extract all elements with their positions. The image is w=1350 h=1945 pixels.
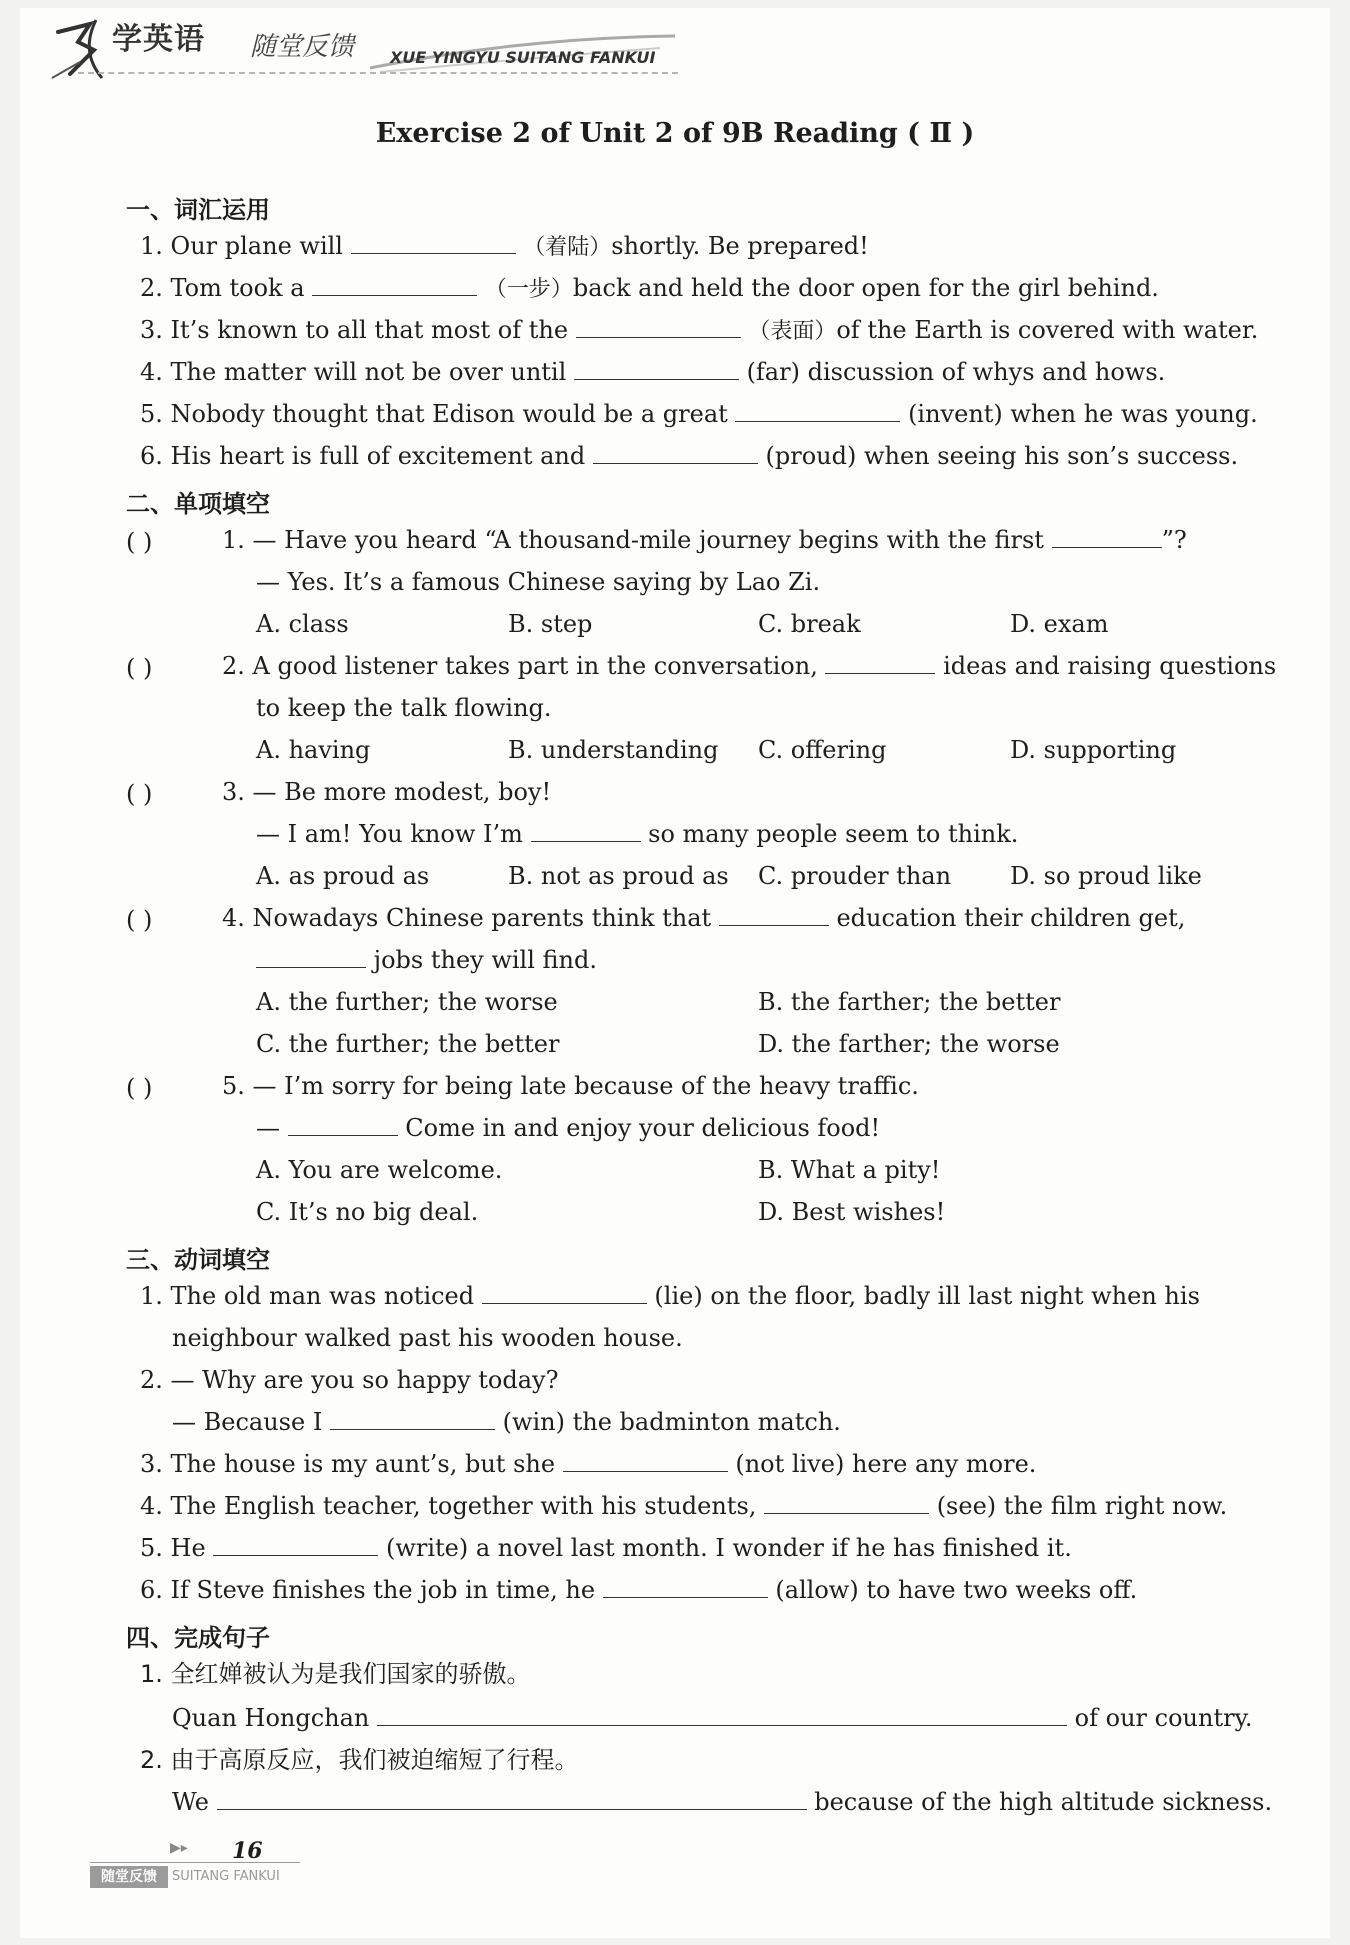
option-b[interactable]: B. What a pity! xyxy=(758,1156,941,1184)
footer-label-en: SUITANG FANKUI xyxy=(172,1869,280,1884)
vocab-q1: 1. Our plane will （着陆）shortly. Be prepared! xyxy=(140,232,869,260)
option-d[interactable]: D. supporting xyxy=(1010,736,1177,764)
option-a[interactable]: A. class xyxy=(256,610,349,638)
option-d[interactable]: D. so proud like xyxy=(1010,862,1202,890)
section-heading-sentence: 四、完成句子 xyxy=(126,1624,270,1652)
choice-q1-reply: — Yes. It’s a famous Chinese saying by Lao Zi. xyxy=(256,568,821,596)
option-c[interactable]: C. It’s no big deal. xyxy=(256,1198,479,1226)
vocab-q6: 6. His heart is full of excitement and (proud) when seeing his son’s success. xyxy=(140,442,1239,470)
answer-blank[interactable] xyxy=(288,1135,398,1136)
arrow-right-icon: ▶▸ xyxy=(170,1840,188,1856)
choice-q5-reply: — Come in and enjoy your delicious food! xyxy=(256,1114,881,1142)
footer-label-cn: 随堂反馈 xyxy=(90,1866,168,1888)
sentence-q1-cn: 1. 全红婵被认为是我们国家的骄傲。 xyxy=(140,1660,531,1688)
choice-q3-reply: — I am! You know I’m so many people seem to think. xyxy=(256,820,1019,848)
page-title: Exercise 2 of Unit 2 of 9B Reading ( Ⅱ ) xyxy=(375,118,975,149)
answer-blank[interactable] xyxy=(531,841,641,842)
answer-paren[interactable]: ( ) xyxy=(126,780,153,808)
option-b[interactable]: B. the farther; the better xyxy=(758,988,1061,1016)
verb-q2-reply: — Because I (win) the badminton match. xyxy=(172,1408,841,1436)
choice-q3-stem: 3. — Be more modest, boy! xyxy=(222,778,552,806)
answer-blank[interactable] xyxy=(719,925,829,926)
verb-q3: 3. The house is my aunt’s, but she (not live) here any more. xyxy=(140,1450,1037,1478)
choice-q4-stem: 4. Nowadays Chinese parents think that education their children get, xyxy=(222,904,1186,932)
page-number: 16 xyxy=(232,1838,263,1864)
brand-title-en: XUE YINGYU SUITANG FANKUI xyxy=(390,48,656,67)
option-a[interactable]: A. as proud as xyxy=(256,862,430,890)
option-a[interactable]: A. the further; the worse xyxy=(256,988,558,1016)
answer-blank[interactable] xyxy=(825,673,935,674)
choice-q2-cont: to keep the talk flowing. xyxy=(256,694,552,722)
vocab-q4: 4. The matter will not be over until (far) discussion of whys and hows. xyxy=(140,358,1166,386)
verb-q2: 2. — Why are you so happy today? xyxy=(140,1366,559,1394)
answer-blank[interactable] xyxy=(482,1303,647,1304)
answer-blank[interactable] xyxy=(217,1809,807,1810)
answer-paren[interactable]: ( ) xyxy=(126,528,153,556)
header-divider xyxy=(78,72,678,74)
verb-q5: 5. He (write) a novel last month. I wonder if he has finished it. xyxy=(140,1534,1072,1562)
option-a[interactable]: A. You are welcome. xyxy=(256,1156,503,1184)
sentence-q1: Quan Hongchan of our country. xyxy=(172,1704,1253,1732)
answer-blank[interactable] xyxy=(330,1429,495,1430)
option-d[interactable]: D. Best wishes! xyxy=(758,1198,946,1226)
answer-blank[interactable] xyxy=(213,1555,378,1556)
answer-paren[interactable]: ( ) xyxy=(126,1074,153,1102)
option-b[interactable]: B. not as proud as xyxy=(508,862,729,890)
option-b[interactable]: B. step xyxy=(508,610,593,638)
vocab-q3: 3. It’s known to all that most of the （表面）of the Earth is covered with water. xyxy=(140,316,1259,344)
brand-subtitle-cn: 随堂反馈 xyxy=(250,32,355,62)
verb-q6: 6. If Steve finishes the job in time, he (allow) to have two weeks off. xyxy=(140,1576,1138,1604)
sentence-q2: We because of the high altitude sickness. xyxy=(172,1788,1273,1816)
brand-title-cn: 学英语 xyxy=(112,22,205,57)
vocab-q2: 2. Tom took a （一步）back and held the door open for the girl behind. xyxy=(140,274,1159,302)
section-heading-choice: 二、单项填空 xyxy=(126,490,270,518)
vocab-q5: 5. Nobody thought that Edison would be a great (invent) when he was young. xyxy=(140,400,1258,428)
answer-blank[interactable] xyxy=(593,463,758,464)
choice-q2-stem: 2. A good listener takes part in the conversation, ideas and raising questions xyxy=(222,652,1277,680)
answer-paren[interactable]: ( ) xyxy=(126,906,153,934)
answer-blank[interactable] xyxy=(603,1597,768,1598)
answer-blank[interactable] xyxy=(735,421,900,422)
option-b[interactable]: B. understanding xyxy=(508,736,719,764)
verb-q1: 1. The old man was noticed (lie) on the floor, badly ill last night when his xyxy=(140,1282,1200,1310)
option-c[interactable]: C. the further; the better xyxy=(256,1030,560,1058)
answer-blank[interactable] xyxy=(312,295,477,296)
answer-blank[interactable] xyxy=(1052,547,1162,548)
option-a[interactable]: A. having xyxy=(256,736,371,764)
answer-blank[interactable] xyxy=(576,337,741,338)
option-d[interactable]: D. the farther; the worse xyxy=(758,1030,1060,1058)
section-heading-vocab: 一、词汇运用 xyxy=(126,196,270,224)
answer-blank[interactable] xyxy=(764,1513,929,1514)
option-c[interactable]: C. offering xyxy=(758,736,887,764)
answer-blank[interactable] xyxy=(256,967,366,968)
footer-divider xyxy=(90,1862,300,1863)
answer-blank[interactable] xyxy=(574,379,739,380)
sentence-q2-cn: 2. 由于高原反应，我们被迫缩短了行程。 xyxy=(140,1746,579,1774)
option-c[interactable]: C. prouder than xyxy=(758,862,952,890)
option-c[interactable]: C. break xyxy=(758,610,861,638)
answer-blank[interactable] xyxy=(563,1471,728,1472)
option-d[interactable]: D. exam xyxy=(1010,610,1109,638)
section-heading-verb: 三、动词填空 xyxy=(126,1246,270,1274)
answer-paren[interactable]: ( ) xyxy=(126,654,153,682)
choice-q4-cont: jobs they will find. xyxy=(256,948,597,972)
answer-blank[interactable] xyxy=(377,1725,1067,1726)
verb-q1-cont: neighbour walked past his wooden house. xyxy=(172,1324,683,1352)
verb-q4: 4. The English teacher, together with his students, (see) the film right now. xyxy=(140,1492,1228,1520)
choice-q1-stem: 1. — Have you heard “A thousand-mile journey begins with the first ”? xyxy=(222,526,1187,554)
choice-q5-stem: 5. — I’m sorry for being late because of the heavy traffic. xyxy=(222,1072,919,1100)
answer-blank[interactable] xyxy=(351,253,516,254)
